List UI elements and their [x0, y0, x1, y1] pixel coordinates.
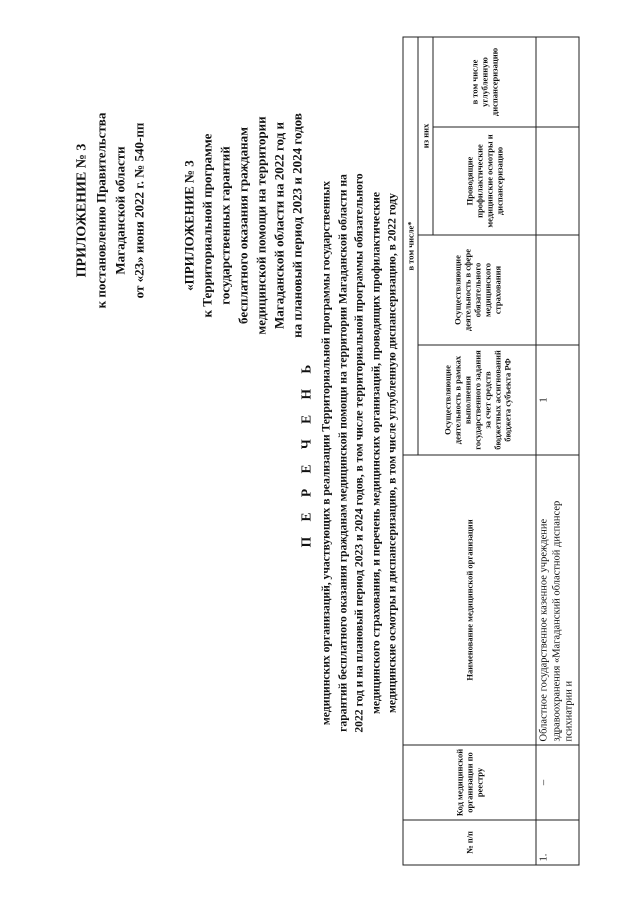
subtitle-line: медицинского страхования, и перечень медицинских организаций, проводящих профилактические — [368, 191, 382, 714]
table-row — [536, 36, 579, 864]
subtitle-line: медицинские осмотры и диспансеризацию, в том числе углубленную диспансеризацию, в 2022 году — [385, 192, 398, 713]
header-oms: Осуществляющие деятельность в сфере обязательного медицинского страхования — [418, 235, 536, 345]
row-num: 1. — [536, 820, 579, 865]
row-name: Областное государственное казенное учреждение здравоохранения «Магаданский областной диспансер психиатрии и — [536, 455, 579, 745]
header-name: Наименование медицинской организации — [403, 455, 536, 745]
header-code: Код медицинской организации по реестру — [403, 745, 536, 820]
inner-appendix-line: медицинской помощи на территории — [253, 115, 268, 335]
appendix-line: от «23» июня 2022 г. № 540-пп — [131, 122, 146, 298]
subtitle-line: гарантий бесплатного оказания гражданам медицинской помощи на территории Магаданской области на — [335, 173, 349, 732]
inner-appendix-line: к Территориальной программе — [199, 133, 214, 317]
document-subtitle — [318, 40, 401, 865]
appendix-header — [72, 45, 148, 375]
appendix-line: Магаданской области — [112, 145, 127, 275]
row-deep — [536, 36, 579, 126]
inner-appendix-header — [180, 45, 306, 405]
appendix-line: к постановлению Правительства — [93, 112, 108, 308]
inner-appendix-line: Магаданской области на 2022 год и — [271, 121, 286, 329]
subtitle-line: 2022 год и на плановый период 2023 и 2024 годов, в том числе территориальной программы обязательного — [352, 172, 365, 733]
header-including: в том числе* — [403, 36, 418, 454]
inner-appendix-title: «ПРИЛОЖЕНИЕ № 3 — [181, 159, 196, 291]
appendix-title: ПРИЛОЖЕНИЕ № 3 — [74, 143, 89, 277]
inner-appendix-line: бесплатного оказания гражданам — [235, 126, 250, 324]
header-deep: в том числе углубленную диспансеризацию — [433, 36, 536, 126]
row-oms — [536, 235, 579, 345]
inner-appendix-line: на плановый период 2023 и 2024 годов — [289, 112, 304, 338]
document-title: П Е Р Е Ч Е Н Ь — [298, 358, 313, 547]
row-state-task: 1 — [536, 345, 579, 455]
row-checkups — [536, 127, 579, 235]
header-checkups: Проводящие профилактические медицинские осмотры и диспансеризацию — [433, 127, 536, 235]
header-state-task: Осуществляющие деятельность в рамках выполнения государственного задания за счет средств бюджетных ассигнований бюджета субъекта РФ — [418, 345, 536, 455]
subtitle-line: медицинских организаций, участвующих в реализации Территориальной программы государственных — [319, 180, 332, 725]
header-of-them: из них — [418, 36, 433, 234]
row-code: – — [536, 745, 579, 820]
header-num: № п/п — [403, 820, 536, 865]
inner-appendix-line: государственных гарантий — [217, 145, 232, 305]
organizations-table — [402, 36, 579, 865]
